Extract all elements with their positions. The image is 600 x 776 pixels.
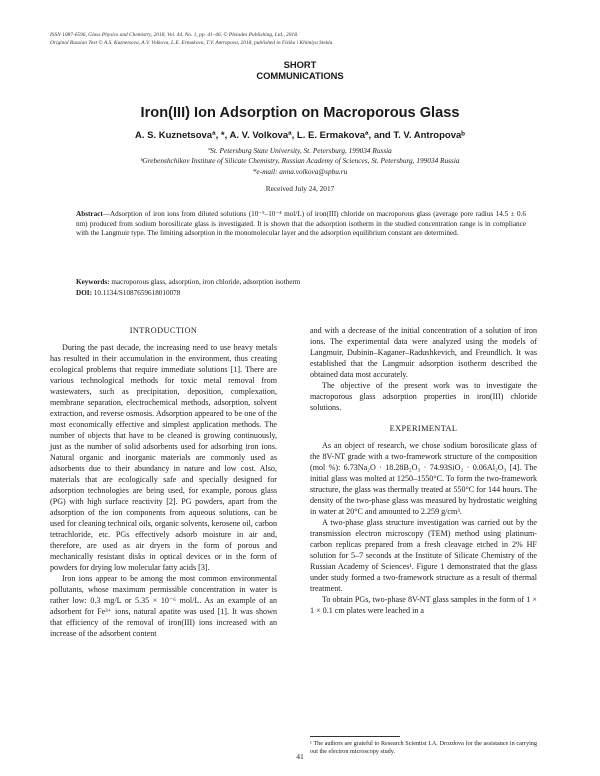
corresponding-email: *e-mail: anna.volkova@spbu.ru (252, 167, 348, 176)
doi-label: DOI: (76, 289, 92, 297)
introduction-paragraph-2: Iron ions appear to be among the most common environmental pollutants, whose maximum permissible concentration in water is rather low: 0.3 mg/L or 5.35 × 10⁻⁶ mol/L. As an example of an adsorbent for Fe³⁺ ions, natural apatite was used [1]. It was shown that efficiency of the removal of iron(III) ions increased with an increase of the adsorbent content (50, 574, 277, 638)
experimental-paragraph-2: A two-phase glass structure investigation was carried out by the transmission electron microscopy (TEM) method using platinum-carbon replicas prepared from a fresh cleavage etched in 2% HF solution for 5–7 seconds at the Institute of Silicate Chemistry of the Russian Academy of Sciences¹. Figure 1 demonstrated that the glass under study formed a two-framework structure as a result of thermal treatment. (310, 518, 537, 593)
right-column (310, 325, 537, 616)
page-number: 41 (296, 752, 304, 761)
keywords-text: macroporous glass, adsorption, iron chloride, adsorption isotherm (109, 278, 301, 286)
introduction-paragraph-1: During the past decade, the increasing need to use heavy metals has resulted in their accumulation in the environment, thus creating ecological problems that require immediate solutions [1]. There are various technological methods for toxic metal removal from wastewaters, such as precipitation, deposition, complexation, membrane separation, electrochemical methods, adsorption, solvent extraction, and reverse osmosis. Adsorption appeared to be one of the most economically effective and simplest application methods. The number of objects that have to be cleaned is growing continuously, just as the number of solid adsorbents used for adsorbing iron ions. Natural organic and inorganic materials are commonly used as adsorbents due to their abundancy in nature and low cost. Also, materials that are ecologically safe and specially designed for adsorption technologies are being used, for example, porous glass (PG) with high surface reactivity [2]. PG powders, apart from the adsorption of the ion components from aqueous solutions, can be used for cleaning technical oils, organic solvents, kerosene oil, carbon tetrachloride, etc. PGs effectively adsorb moisture in air and, therefore, are used as air dryers in the form of porous and mechanically resistant disks in optical devices or in the form of powders for drying low molecular fatty acids [3]. (50, 343, 277, 572)
introduction-paragraph-3: The objective of the present work was to investigate the macroporous glass adsorption properties in iron(III) chloride solutions. (310, 381, 537, 412)
keywords (76, 278, 526, 288)
journal-header (50, 32, 550, 47)
footnote-divider (310, 736, 400, 737)
affiliation-b: ᵇGrebenshchikov Institute of Silicate Chemistry, Russian Academy of Sciences, St. Petersburg, 199034 Russia (140, 156, 460, 165)
article-title: Iron(III) Ion Adsorption on Macroporous Glass (140, 105, 460, 121)
received-date: Received July 24, 2017 (265, 184, 335, 193)
doi (76, 289, 526, 299)
introduction-paragraph-2-continued: and with a decrease of the initial concentration of a solution of iron ions. The experimental data were analyzed using the models of Langmuir, Dubinin–Kaganer–Radushkevich, and Freundlich. It was established that the Langmuir adsorption isotherm described the obtained data most accurately. (310, 326, 537, 379)
abstract-label: Abstract (76, 210, 103, 218)
affiliation-a: ªSt. Petersburg State University, St. Petersburg, 199034 Russia (208, 146, 392, 155)
experimental-paragraph-3: To obtain PGs, two-phase 8V-NT glass samples in the form of 1 × 1 × 0.1 cm plates were leached in a (310, 595, 537, 615)
experimental-paragraph-1: As an object of research, we chose sodium borosilicate glass of the 8V-NT grade with a two-framework structure of the composition (mol %): 6.73Na₂O · 18.28B₂O₃ · 74.93SiO₂ · 0.06Al₂O₃ [4]. The initial glass was molted at 1250–1550°C. To form the two-framework structure, the glass was thermally treated at 550°C for 144 hours. The density of the two-phase glass was measured by hydrostatic weighing in water at 20°C and amounted to 2.259 g/cm³. (310, 441, 537, 516)
section-type-line-2: COMMUNICATIONS (256, 70, 344, 81)
footnote: ¹ The authors are grateful to Research Scientist I.A. Drozdova for the assistance in carrying out the electron microscopy study. (310, 740, 537, 755)
journal-header-line-1: ISSN 1087-6596, Glass Physics and Chemistry, 2018, Vol. 44, No. 1, pp. 41–46. © Pleiades Publishing, Ltd., 2018. (50, 32, 299, 38)
abstract-text: —Adsorption of iron ions from diluted solutions (10⁻⁵–10⁻⁴ mol/L) of iron(III) chloride on macroporous glass (average pore radius 14.5 ± 0.6 nm) produced from sodium borosilicate glass is investigated. It is shown that the adsorption isotherm in the studied concentration range is in compliance with the Langmuir type. The limiting adsorption in the monomolecular layer and the adsorption equilibrium constant are determined. (76, 210, 526, 238)
introduction-heading: INTRODUCTION (129, 326, 198, 335)
experimental-heading: EXPERIMENTAL (389, 424, 458, 433)
author-list: A. S. Kuznetsovaª, *, A. V. Volkovaª, L. E. Ermakovaª, and T. V. Antropovaᵇ (135, 130, 465, 141)
left-column (50, 325, 277, 639)
keywords-label: Keywords: (76, 278, 110, 286)
doi-value: 10.1134/S1087659618010078 (91, 289, 181, 297)
section-type-line-1: SHORT (283, 59, 317, 70)
abstract (76, 210, 526, 239)
journal-header-line-2: Original Russian Text © A.S. Kuznetsova, A.V. Volkova, L.E. Ermakova, T.V. Antropova, 2018, published in Fizika i Khimiya Stekla. (50, 39, 334, 46)
